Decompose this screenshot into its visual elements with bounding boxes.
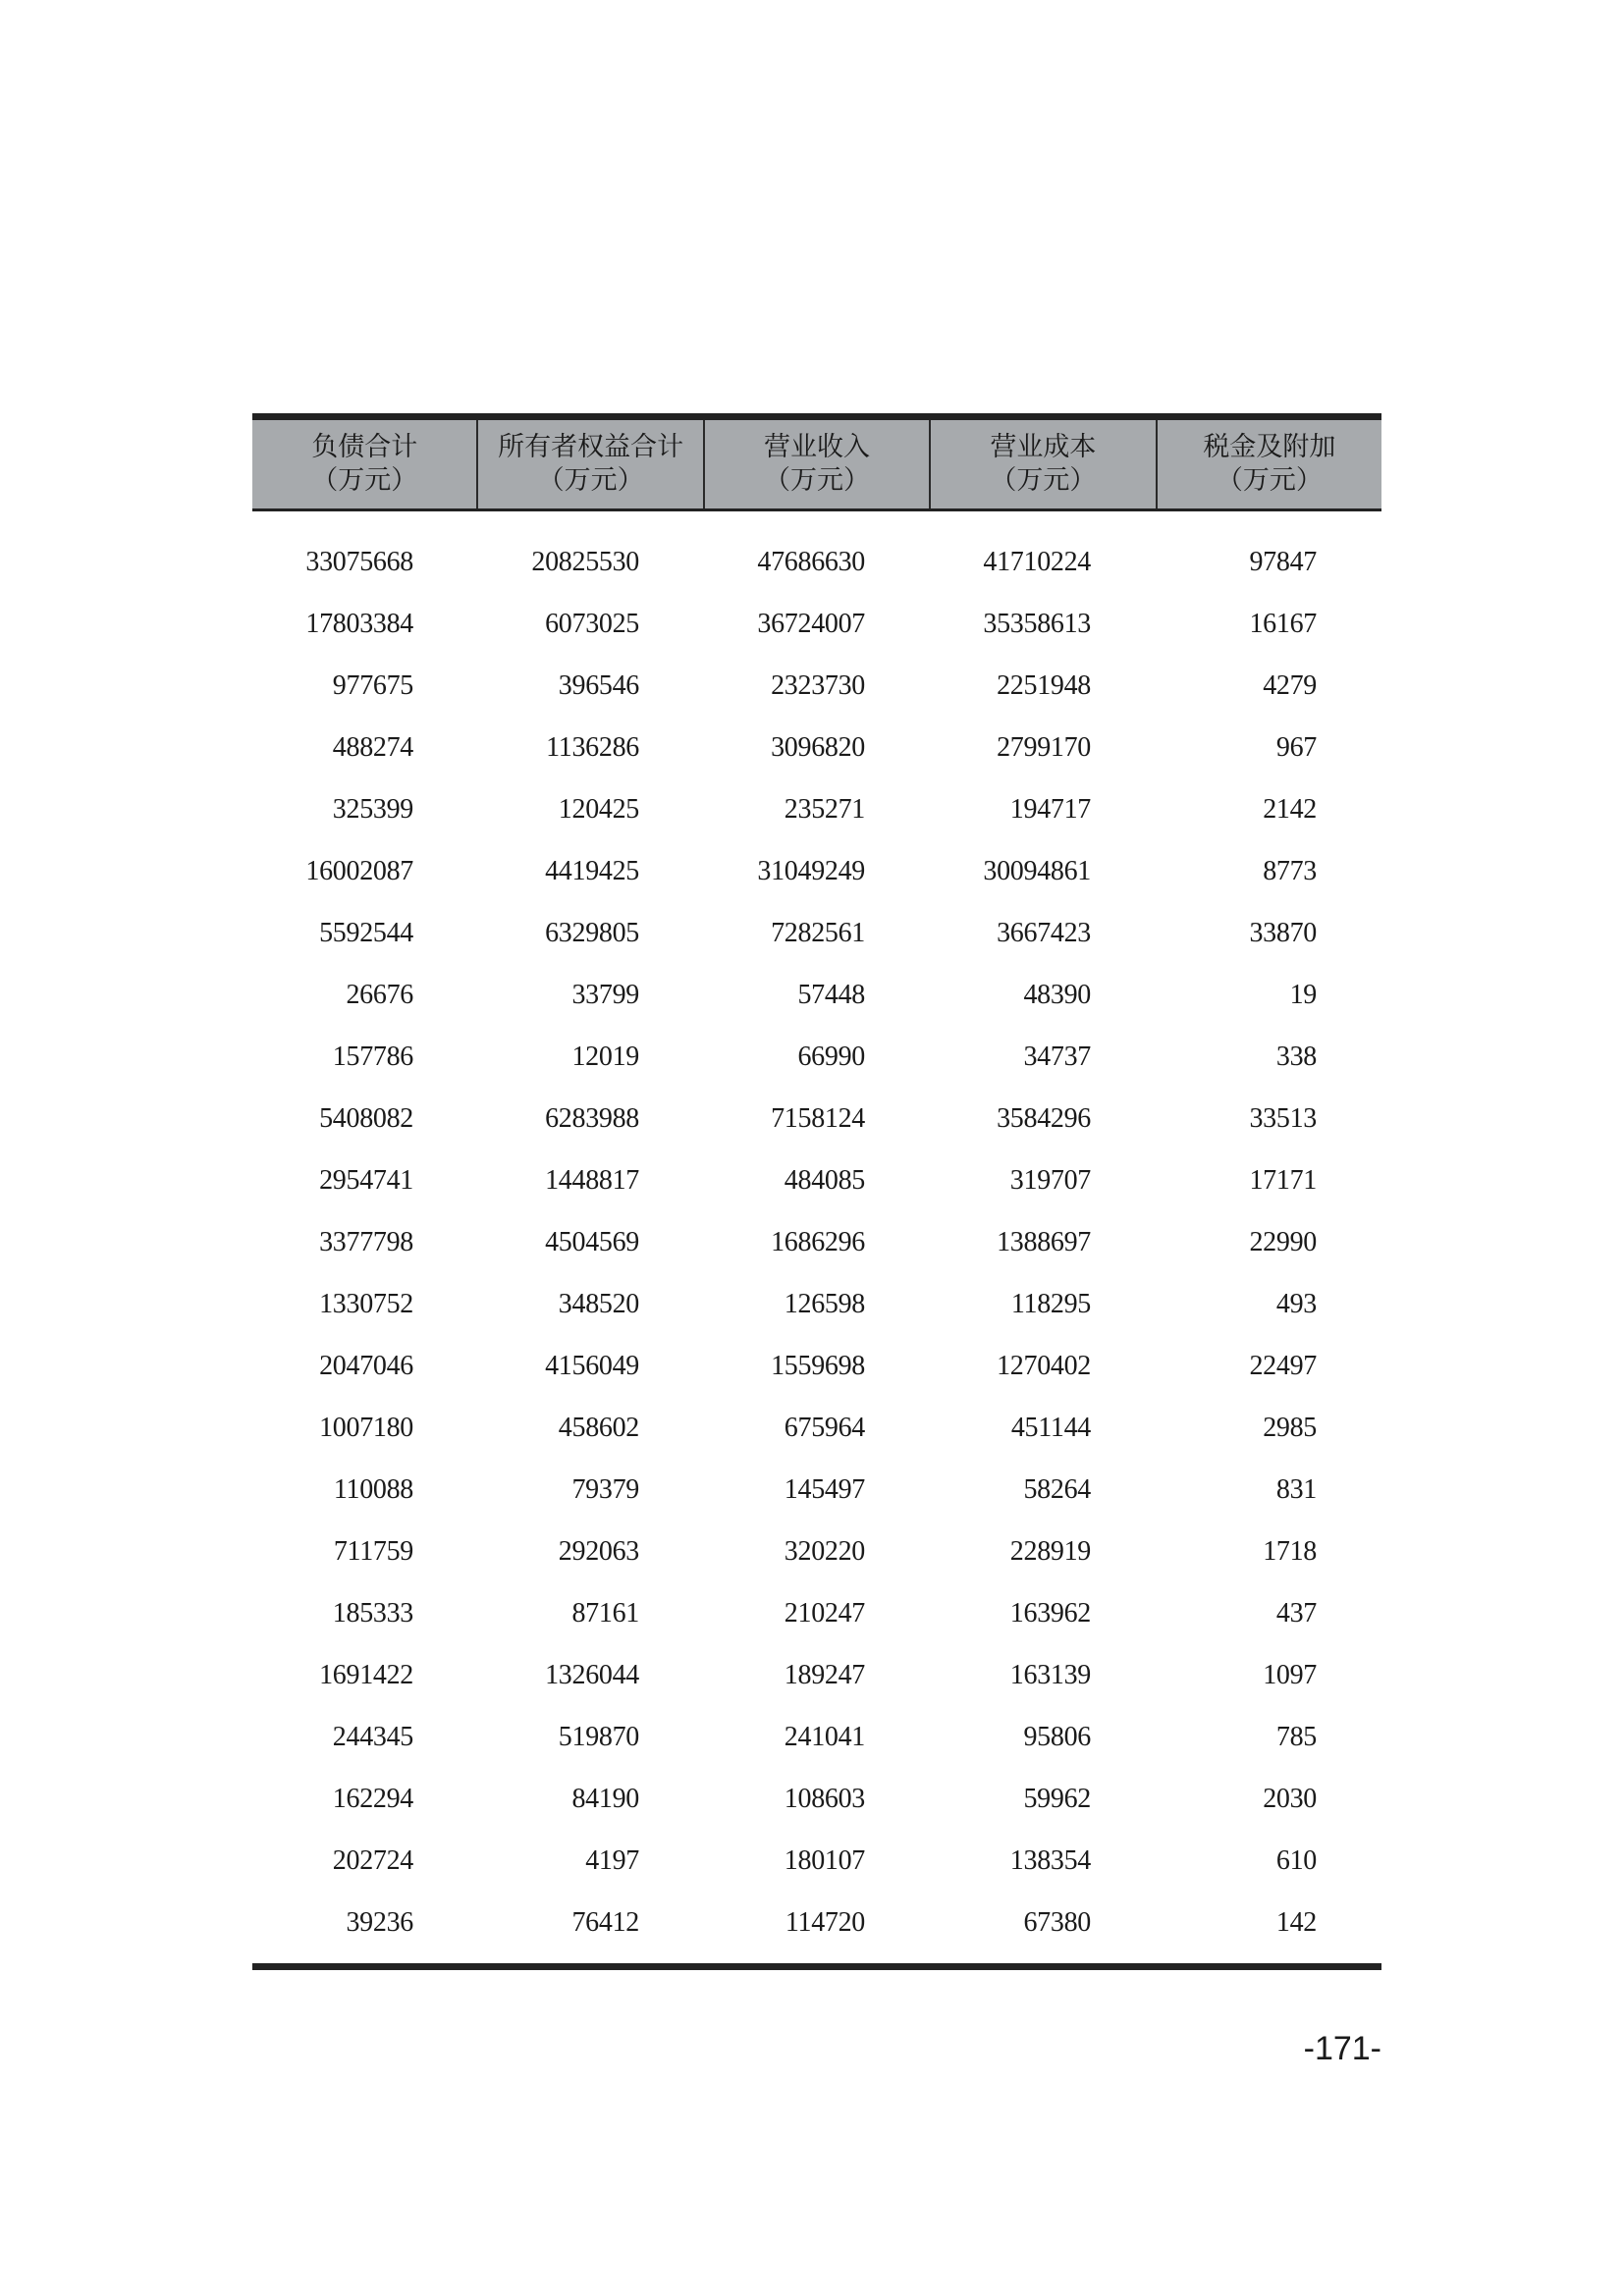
- header-total-equity: [476, 420, 702, 508]
- table-row: [252, 531, 1381, 593]
- table-cell: 8773: [1263, 855, 1317, 886]
- table-cell: 163962: [1009, 1597, 1091, 1629]
- table-cell: 180107: [784, 1844, 865, 1876]
- table-cell: 2954741: [319, 1164, 413, 1196]
- table-cell: 319707: [1009, 1164, 1091, 1196]
- table-cell: 396546: [558, 669, 639, 701]
- header-unit: （万元）: [311, 465, 418, 496]
- table-cell: 488274: [332, 731, 413, 763]
- table-cell: 4419425: [545, 855, 639, 886]
- table-cell: 7158124: [771, 1102, 865, 1134]
- table-row: [252, 1397, 1381, 1459]
- header-label: 所有者权益合计: [498, 432, 684, 462]
- page-number: -171-: [1303, 2030, 1381, 2067]
- table-row: [252, 655, 1381, 717]
- table-cell: 785: [1275, 1721, 1317, 1752]
- table-cell: 185333: [332, 1597, 413, 1629]
- table-cell: 2251948: [997, 669, 1091, 701]
- table-cell: 6073025: [545, 608, 639, 639]
- table-cell: 977675: [332, 669, 413, 701]
- table-cell: 3667423: [997, 917, 1091, 948]
- table-cell: 610: [1275, 1844, 1317, 1876]
- table-cell: 711759: [333, 1535, 413, 1567]
- header-unit: （万元）: [764, 465, 871, 496]
- header-label: 营业收入: [764, 432, 871, 462]
- table-cell: 4156049: [545, 1350, 639, 1381]
- table-cell: 1686296: [771, 1226, 865, 1257]
- table-cell: 67380: [1023, 1906, 1091, 1938]
- table-cell: 145497: [784, 1473, 865, 1505]
- table-cell: 19: [1289, 979, 1317, 1010]
- table-cell: 59962: [1023, 1783, 1091, 1814]
- table-cell: 66990: [797, 1041, 865, 1072]
- table-cell: 17803384: [305, 608, 413, 639]
- table-cell: 3584296: [997, 1102, 1091, 1134]
- table-cell: 348520: [558, 1288, 639, 1319]
- table-cell: 1718: [1263, 1535, 1317, 1567]
- table-cell: 22990: [1249, 1226, 1317, 1257]
- table-cell: 189247: [784, 1659, 865, 1690]
- table-cell: 33513: [1249, 1102, 1317, 1134]
- table-row: [252, 1768, 1381, 1830]
- table-row: [252, 1149, 1381, 1211]
- table-cell: 35358613: [983, 608, 1091, 639]
- table-cell: 210247: [784, 1597, 865, 1629]
- table-cell: 437: [1275, 1597, 1317, 1629]
- table-cell: 33075668: [305, 546, 413, 577]
- table-cell: 194717: [1009, 793, 1091, 825]
- table-cell: 2030: [1263, 1783, 1317, 1814]
- table-cell: 79379: [571, 1473, 639, 1505]
- table-cell: 1691422: [319, 1659, 413, 1690]
- table-cell: 4504569: [545, 1226, 639, 1257]
- table-cell: 34737: [1023, 1041, 1091, 1072]
- header-label: 营业成本: [990, 432, 1097, 462]
- table-cell: 6283988: [545, 1102, 639, 1134]
- table-cell: 2985: [1263, 1412, 1317, 1443]
- table-cell: 157786: [332, 1041, 413, 1072]
- table-cell: 33870: [1249, 917, 1317, 948]
- table-cell: 58264: [1023, 1473, 1091, 1505]
- table-cell: 163139: [1009, 1659, 1091, 1690]
- table-row: [252, 1459, 1381, 1521]
- table-row: [252, 840, 1381, 902]
- table-cell: 228919: [1009, 1535, 1091, 1567]
- table-cell: 5592544: [319, 917, 413, 948]
- table-cell: 4279: [1263, 669, 1317, 701]
- table-cell: 675964: [784, 1412, 865, 1443]
- table-cell: 831: [1275, 1473, 1317, 1505]
- table-row: [252, 964, 1381, 1026]
- table-cell: 1330752: [319, 1288, 413, 1319]
- table-cell: 1136286: [546, 731, 639, 763]
- table-cell: 484085: [784, 1164, 865, 1196]
- table-row: [252, 1026, 1381, 1088]
- table-cell: 108603: [784, 1783, 865, 1814]
- table-cell: 338: [1275, 1041, 1317, 1072]
- table-row: [252, 778, 1381, 840]
- table-top-rule: [252, 413, 1381, 420]
- header-label: 负债合计: [311, 432, 418, 462]
- table-cell: 16002087: [305, 855, 413, 886]
- header-unit: （万元）: [1216, 465, 1323, 496]
- table-cell: 12019: [571, 1041, 639, 1072]
- table-cell: 519870: [558, 1721, 639, 1752]
- table-cell: 47686630: [757, 546, 865, 577]
- table-cell: 126598: [784, 1288, 865, 1319]
- table-row: [252, 1706, 1381, 1768]
- table-cell: 48390: [1023, 979, 1091, 1010]
- table-cell: 1448817: [545, 1164, 639, 1196]
- table-body: [252, 511, 1381, 1953]
- table-row: [252, 1644, 1381, 1706]
- table-cell: 3096820: [771, 731, 865, 763]
- table-cell: 202724: [332, 1844, 413, 1876]
- table-cell: 1326044: [545, 1659, 639, 1690]
- table-bottom-rule: [252, 1963, 1381, 1970]
- table-cell: 95806: [1023, 1721, 1091, 1752]
- table-cell: 110088: [333, 1473, 413, 1505]
- table-row: [252, 1582, 1381, 1644]
- header-operating-cost: [929, 420, 1155, 508]
- table-cell: 30094861: [983, 855, 1091, 886]
- table-cell: 1388697: [997, 1226, 1091, 1257]
- table-cell: 1097: [1263, 1659, 1317, 1690]
- table-cell: 458602: [558, 1412, 639, 1443]
- table-cell: 235271: [784, 793, 865, 825]
- header-operating-revenue: [703, 420, 929, 508]
- table-cell: 76412: [571, 1906, 639, 1938]
- table-cell: 5408082: [319, 1102, 413, 1134]
- table-cell: 16167: [1249, 608, 1317, 639]
- table-cell: 7282561: [771, 917, 865, 948]
- table-cell: 120425: [558, 793, 639, 825]
- table-row: [252, 1830, 1381, 1892]
- table-cell: 22497: [1249, 1350, 1317, 1381]
- table-cell: 3377798: [319, 1226, 413, 1257]
- table-cell: 84190: [571, 1783, 639, 1814]
- header-taxes-surcharges: [1156, 420, 1381, 508]
- table-cell: 967: [1275, 731, 1317, 763]
- table-row: [252, 593, 1381, 655]
- table-cell: 162294: [332, 1783, 413, 1814]
- table-cell: 142: [1275, 1906, 1317, 1938]
- table-cell: 451144: [1010, 1412, 1091, 1443]
- header-label: 税金及附加: [1203, 432, 1336, 462]
- table-cell: 4197: [585, 1844, 639, 1876]
- table-cell: 1559698: [771, 1350, 865, 1381]
- table-cell: 26676: [346, 979, 413, 1010]
- table-cell: 320220: [784, 1535, 865, 1567]
- table-cell: 2047046: [319, 1350, 413, 1381]
- table-cell: 31049249: [757, 855, 865, 886]
- table-cell: 87161: [571, 1597, 639, 1629]
- table-row: [252, 1335, 1381, 1397]
- table-cell: 20825530: [531, 546, 639, 577]
- table-row: [252, 902, 1381, 964]
- table-cell: 2142: [1263, 793, 1317, 825]
- table-cell: 114720: [785, 1906, 865, 1938]
- header-unit: （万元）: [990, 465, 1097, 496]
- table-cell: 57448: [797, 979, 865, 1010]
- table-cell: 36724007: [757, 608, 865, 639]
- table-cell: 2799170: [997, 731, 1091, 763]
- table-header: [252, 420, 1381, 511]
- table-cell: 138354: [1009, 1844, 1091, 1876]
- table-cell: 1007180: [319, 1412, 413, 1443]
- table-cell: 244345: [332, 1721, 413, 1752]
- table-cell: 118295: [1010, 1288, 1091, 1319]
- table-cell: 6329805: [545, 917, 639, 948]
- financial-table: [252, 413, 1381, 1970]
- table-row: [252, 1521, 1381, 1582]
- table-row: [252, 1088, 1381, 1149]
- table-row: [252, 1892, 1381, 1953]
- table-cell: 17171: [1249, 1164, 1317, 1196]
- table-cell: 493: [1275, 1288, 1317, 1319]
- table-cell: 325399: [332, 793, 413, 825]
- table-row: [252, 1211, 1381, 1273]
- table-cell: 41710224: [983, 546, 1091, 577]
- table-cell: 39236: [346, 1906, 413, 1938]
- header-unit: （万元）: [537, 465, 644, 496]
- table-row: [252, 1273, 1381, 1335]
- table-cell: 1270402: [997, 1350, 1091, 1381]
- table-cell: 241041: [784, 1721, 865, 1752]
- table-cell: 33799: [571, 979, 639, 1010]
- table-cell: 292063: [558, 1535, 639, 1567]
- table-row: [252, 717, 1381, 778]
- table-cell: 97847: [1249, 546, 1317, 577]
- header-total-liabilities: [252, 420, 476, 508]
- table-cell: 2323730: [771, 669, 865, 701]
